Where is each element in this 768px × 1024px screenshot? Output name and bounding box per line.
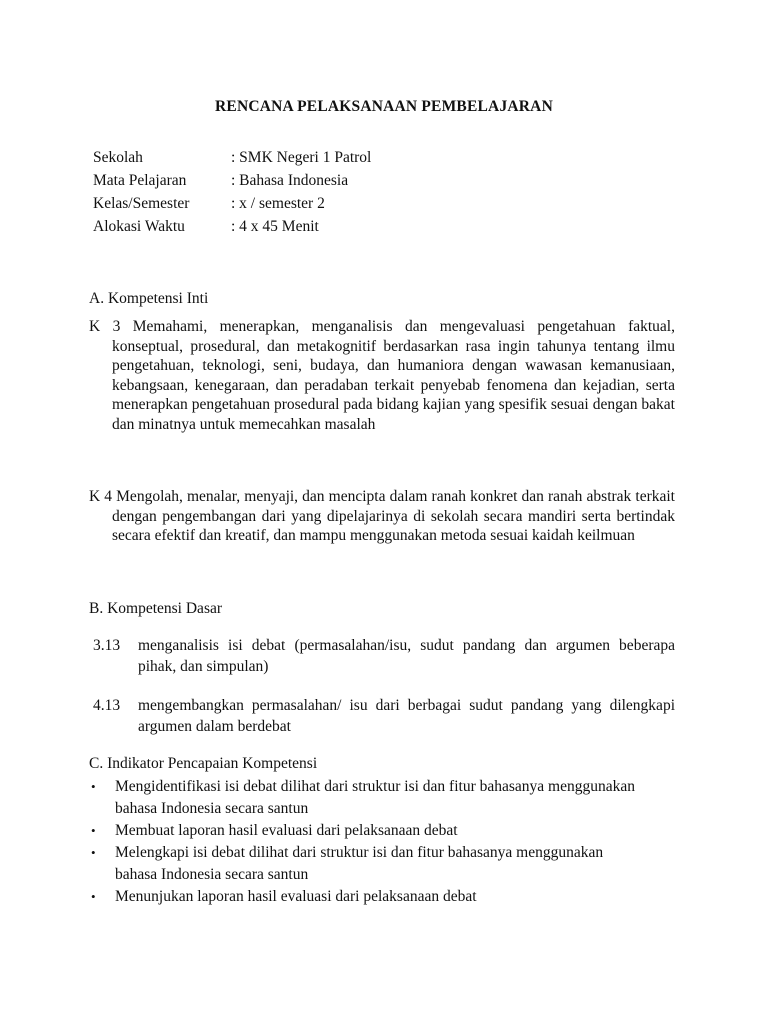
list-item-text: Melengkapi isi debat dilihat dari struktur isi dan fitur bahasanya menggunakan bahasa Indonesia secara santun [115,844,604,883]
bullet-icon: • [91,889,96,904]
kompetensi-dasar-item [93,696,675,737]
bullet-icon: • [91,823,96,838]
kompetensi-inti-k4 [89,487,675,546]
info-table [93,146,371,238]
section-b-heading: B. Kompetensi Dasar [89,600,223,617]
info-value: : SMK Negeri 1 Patrol [231,149,372,166]
k3-text: K 3 Memahami, menerapkan, menganalisis dan mengevaluasi pengetahuan faktual, konseptual, prosedural, dan metakognitif berdasarkan rasa ingin tahunya tentang ilmu pengetahuan, teknologi, seni, budaya, dan humaniora dengan wawasan kemanusiaan, kebangsaan, kenegaraan, dan peradaban terkait penyebab fenomena dan kejadian, serta menerapkan pengetahuan prosedural pada bidang kajian yang spesifik sesuai dengan bakat dan minatnya untuk memecahkan masalah [89,318,675,433]
info-row-kelas-semester [93,192,371,215]
info-label: Sekolah [93,149,143,166]
kd-number: 3.13 [93,637,121,654]
list-item [89,776,649,820]
info-value: : Bahasa Indonesia [231,172,349,189]
indicator-list [89,776,649,908]
list-item [89,842,649,886]
kd-text: menganalisis isi debat (permasalahan/isu, sudut pandang dan argumen beberapa pihak, dan simpulan) [138,637,675,675]
list-item-text: Menunjukan laporan hasil evaluasi dari pelaksanaan debat [115,888,477,905]
section-a-heading: A. Kompetensi Inti [89,290,209,307]
info-label: Mata Pelajaran [93,172,187,189]
info-value: : x / semester 2 [231,195,325,212]
list-item [89,886,649,908]
section-c-heading: C. Indikator Pencapaian Kompetensi [89,755,318,772]
kd-number: 4.13 [93,697,121,714]
info-label: Alokasi Waktu [93,218,185,235]
kompetensi-inti-k3 [89,317,675,435]
list-item-text: Mengidentifikasi isi debat dilihat dari struktur isi dan fitur bahasanya menggunakan bahasa Indonesia secara santun [115,778,635,817]
k4-text: K 4 Mengolah, menalar, menyaji, dan mencipta dalam ranah konkret dan ranah abstrak terkait dengan pengembangan dari yang dipelajarinya di sekolah secara mandiri serta bertindak secara efektif dan kreatif, dan mampu menggunakan metoda sesuai kaidah keilmuan [89,488,675,545]
info-value: : 4 x 45 Menit [231,218,319,235]
bullet-icon: • [91,845,96,860]
info-row-mata-pelajaran [93,169,371,192]
info-row-sekolah [93,146,371,169]
document-title: RENCANA PELAKSANAAN PEMBELAJARAN [215,98,553,115]
bullet-icon: • [91,779,96,794]
kd-text: mengembangkan permasalahan/ isu dari berbagai sudut pandang yang dilengkapi argumen dalam berdebat [138,697,675,735]
list-item-text: Membuat laporan hasil evaluasi dari pelaksanaan debat [115,822,458,839]
list-item [89,820,649,842]
info-label: Kelas/Semester [93,195,190,212]
kompetensi-dasar-item [93,636,675,677]
info-row-alokasi-waktu [93,215,371,238]
